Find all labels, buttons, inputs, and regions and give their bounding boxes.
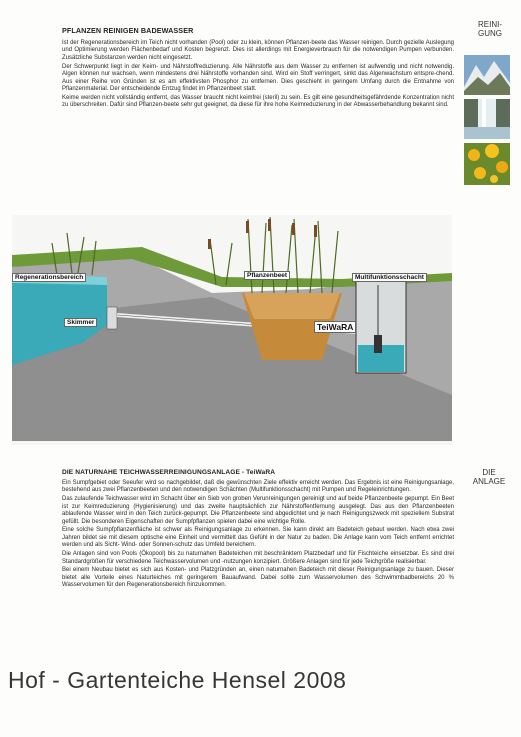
label-teiwara: TeiWaRA (314, 321, 356, 333)
label-multifunktionsschacht: Multifunktionsschacht (352, 273, 427, 282)
side-label-line-1: DIE (482, 468, 496, 477)
waterfall-photo (464, 99, 510, 139)
watermark: Hof - Gartenteiche Hensel 2008 (8, 667, 347, 693)
flower-photo (464, 143, 510, 185)
paragraph: Keime werden nicht vollständig entfernt, das Wasser braucht nicht keimfrei (steril) zu sein. Es gilt eine gesundheitsgefährdende Konzentration nicht zu überschreiten. Dafür sind Pflanzen-beete sehr gut geeignet, da diese für ihre hohe Keimreduzierung in der Abwasserbehandlung bekannt sind. (62, 94, 454, 109)
paragraph: Der Schwerpunkt liegt in der Keim- und Nährstoffreduzierung. Alle Nährstoffe aus dem Wasser zu entfernen ist aufwendig und nicht notwendig. Algen können nur wachsen, wenn mindestens drei Nährstoffe vorhanden sind. Wird ein Stoff verringert, sinkt das Algenwachstum entspre-chend. Aus einer Reihe von Gründen ist es am effektivsten Phosphor zu entfernen. Dies geschieht in geringem Umfang durch die Entnahme von Pflanzenmaterial. Der entscheidende Entzug findet im Pflanzenbeet statt. (62, 63, 454, 92)
side-label-line-2: ANLAGE (472, 477, 506, 486)
paragraph: Ein Sumpfgebiet oder Seeufer wird so nachgebildet, daß die gewünschten Ziele effektiv erreicht werden. Das Ergebnis ist eine Reinigungsanlage, bestehend aus zwei Pflanzenbeeten und den notwendigen Schächten (Multifunktionsschacht) mit Pumpen und Regeleinrichtungen. (62, 480, 454, 494)
paragraph: Eine solche Sumpfpflanzenfläche ist schwer als Reinigungsanlage zu erkennen. Sie kann direkt am Badeteich gebaut werden. Nach etwa zwei Jahren bildet sie mit diesem optische eine Einheit und vermittelt das Gefühl in der Natur zu baden. Die Anlage kann vom Teich entfernt errichtet werden und als Sicht- Wind- oder Sonnen-schutz das Umfeld bereichern. (62, 527, 454, 549)
anlage-text (62, 480, 454, 591)
side-label-line-1: REINI- (478, 20, 502, 29)
side-label-anlage (466, 468, 512, 486)
paragraph: Bei einem Neubau bietet es sich aus Kosten- und Platzgründen an, einen naturnahen Badeteich mit dieser Reinigungsanlage zu bauen. Dieser bietet alle Vorteile eines Naturteiches mit geringerem Bauaufwand. Dabei sollte zum Wasservolumen des Schwimmbadbereichs 20 % Wasservolumen für den Regenerationsbereich hinzukommen. (62, 567, 454, 589)
label-pflanzenbeet: Pflanzenbeet (244, 271, 290, 280)
section-title-reinigung: PFLANZEN REINIGEN BADEWASSER (62, 26, 194, 35)
label-regenerationsbereich: Regenerationsbereich (12, 273, 86, 282)
teiwara-diagram (12, 215, 452, 445)
label-skimmer: Skimmer (64, 318, 97, 327)
side-label-reinigung (470, 20, 510, 38)
side-label-line-2: GUNG (478, 29, 502, 38)
diagram-illustration (12, 215, 452, 445)
section-title-anlage: DIE NATURNAHE TEICHWASSERREINIGUNGSANLAGE - TeiWaRA (62, 469, 276, 476)
mountain-photo (464, 55, 510, 95)
paragraph: Die Anlagen sind von Pools (Ökopool) bis zu naturnahen Badeteichen mit beschränktem Platzbedarf und für Fischteiche einsetzbar. Es sind drei Standardgrößen für verschiedene Teichwasservolumen und -nutzungen konzipiert. Größere Anlagen sind für jede Teichgröße realisierbar. (62, 551, 454, 565)
paragraph: Ist der Regenerationsbereich im Teich nicht vorhanden (Pool) oder zu klein, können Pflanzen-beete das Wasser reinigen. Durch gezielle Auslegung und Optimierung werden Flächenbedarf und Kosten begrenzt. Dies ist allerdings mit Energieverbrauch für die notwendigen Pumpen verbunden. Zusätzliche Substanzen werden nicht eingesetzt. (62, 40, 454, 61)
paragraph: Das zulaufende Teichwasser wird im Schacht über ein Sieb von groben Verunreinigungen gereinigt und auf beide Pflanzenbeete gepumpt. Ein Beet ist zur Keimreduzierung (Hygienisierung) und das zweite hauptsächlich zur Nährstoffentfernung ausgelegt. Das aus den Pflanzenbeeten ablaufende Wasser wird in den Teich zurück-gepumpt. Die Pflanzenbeete sind abgedichtet und je nach Reinigungszweck mit speziellem Substrat gefüllt. Die besonderen Eigenschaften der Sumpfpflanzen spielen dabei eine wichtige Rolle. (62, 496, 454, 525)
reinigung-text (62, 40, 454, 111)
photo-strip (464, 55, 510, 185)
